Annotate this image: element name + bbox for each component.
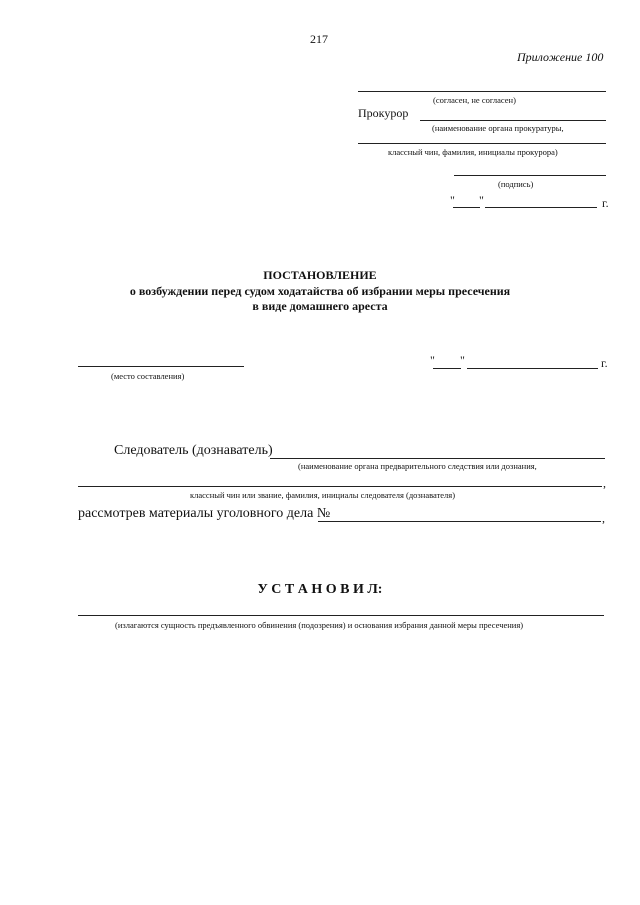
case-line-comma: , [602, 511, 605, 525]
prosecutor-rank-caption: классный чин, фамилия, инициалы прокурора) [388, 147, 558, 157]
investigator-organ-caption: (наименование органа предварительного следствия или дознания, [298, 461, 537, 471]
investigator-rank-caption: классный чин или звание, фамилия, инициалы следователя (дознавателя) [190, 490, 456, 500]
agree-line [358, 91, 606, 92]
document-subtitle-line2: в виде домашнего ареста [252, 299, 388, 313]
approval-date-quote-close: " [479, 193, 484, 207]
prosecutor-rank-line [358, 143, 606, 144]
appendix-label: Приложение 100 [517, 50, 604, 64]
date-day-line [433, 368, 461, 369]
signature-line [454, 175, 606, 176]
approval-date-day-line [453, 207, 480, 208]
place-caption: (место составления) [111, 371, 185, 381]
approval-date-quote-open: " [450, 193, 455, 207]
date-year-suffix: г. [601, 356, 608, 370]
document-title: ПОСТАНОВЛЕНИЕ [263, 268, 377, 282]
established-line [78, 615, 604, 616]
investigator-rank-line [78, 486, 602, 487]
document-subtitle-line1: о возбуждении перед судом ходатайства об избрании меры пресечения [129, 284, 511, 298]
prosecutor-line [420, 120, 606, 121]
signature-caption: (подпись) [498, 179, 534, 189]
prosecutor-organ-caption: (наименование органа прокуратуры, [432, 123, 564, 133]
date-quote-open: " [430, 353, 435, 367]
prosecutor-label: Прокурор [358, 106, 409, 120]
page-number: 217 [310, 32, 328, 46]
established-caption: (излагаются сущность предъявленного обвинения (подозрения) и основания избрания данной меры пресечения) [115, 620, 524, 630]
case-number-line [318, 521, 601, 522]
investigator-line [270, 458, 605, 459]
place-line [78, 366, 244, 367]
agree-caption: (согласен, не согласен) [433, 95, 516, 105]
date-month-line [467, 368, 598, 369]
established-heading: У С Т А Н О В И Л: [257, 582, 383, 597]
approval-date-month-line [485, 207, 597, 208]
investigator-label: Следователь (дознаватель) [114, 443, 273, 458]
case-label: рассмотрев материалы уголовного дела № [78, 506, 331, 521]
date-quote-close: " [460, 353, 465, 367]
approval-date-year-suffix: г. [602, 196, 609, 210]
investigator-rank-line-comma: , [603, 476, 606, 490]
